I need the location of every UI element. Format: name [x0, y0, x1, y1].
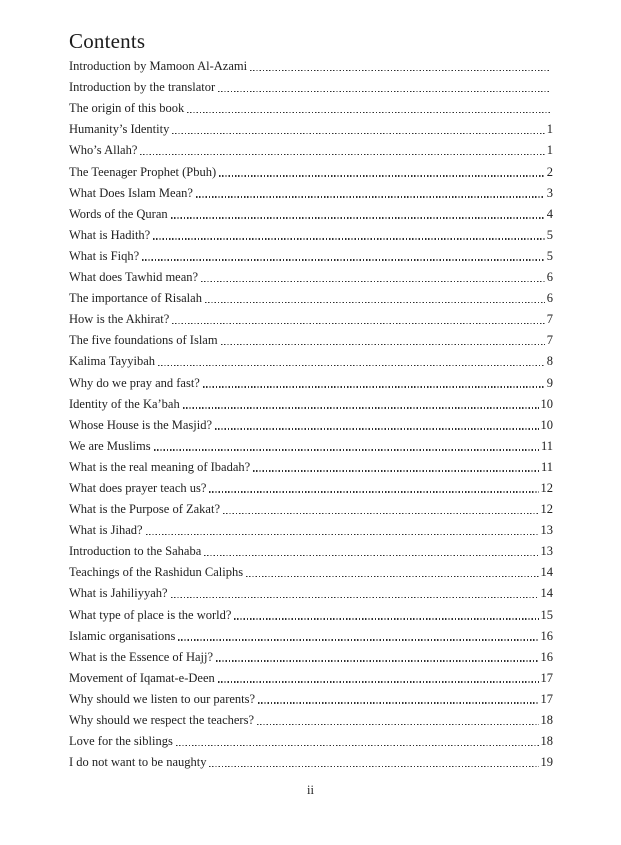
toc-entry-title: Movement of Iqamat-e-Deen	[69, 670, 215, 685]
toc-list	[69, 53, 553, 770]
toc-entry	[69, 53, 553, 74]
toc-page-number: 6	[546, 270, 553, 285]
toc-entry	[69, 601, 553, 622]
toc-page-number: 19	[540, 755, 553, 770]
toc-entry	[69, 201, 553, 222]
toc-entry	[69, 580, 553, 601]
page-title: Contents	[69, 29, 146, 53]
toc-page-number: 16	[540, 649, 553, 664]
toc-entry-title: Islamic organisations	[69, 628, 176, 643]
toc-page-number: 11	[540, 459, 553, 474]
toc-page-number: 1	[546, 143, 553, 158]
toc-leader-dots	[234, 618, 538, 620]
toc-leader-dots	[203, 386, 545, 388]
toc-page-number: 13	[540, 523, 553, 538]
toc-entry-title: What is the real meaning of Ibadah?	[69, 459, 251, 474]
toc-entry	[69, 728, 553, 749]
toc-page-number: 2	[546, 164, 553, 179]
toc-leader-dots	[140, 154, 544, 156]
toc-leader-dots	[172, 133, 544, 135]
toc-page-number: 6	[546, 291, 553, 306]
toc-entry	[69, 496, 553, 517]
toc-leader-dots	[178, 639, 538, 641]
toc-leader-dots	[209, 766, 538, 768]
toc-leader-dots	[250, 70, 551, 72]
toc-entry-title: What type of place is the world?	[69, 607, 232, 622]
toc-entry-title: We are Muslims	[69, 438, 151, 453]
toc-leader-dots	[215, 428, 538, 430]
toc-leader-dots	[209, 491, 538, 493]
toc-entry-title: How is the Akhirat?	[69, 312, 170, 327]
toc-entry-title: The origin of this book	[69, 101, 185, 116]
toc-entry	[69, 348, 553, 369]
toc-entry-title: I do not want to be naughty	[69, 755, 207, 770]
toc-page-number: 11	[540, 438, 553, 453]
toc-entry-title: Love for the siblings	[69, 734, 173, 749]
toc-entry	[69, 559, 553, 580]
toc-page-number: 15	[540, 607, 553, 622]
toc-entry-title: The Teenager Prophet (Pbuh)	[69, 164, 217, 179]
toc-entry-title: Why should we listen to our parents?	[69, 691, 256, 706]
toc-leader-dots	[205, 302, 545, 304]
toc-leader-dots	[223, 513, 539, 515]
toc-leader-dots	[171, 597, 539, 599]
toc-page-number: 5	[546, 227, 553, 242]
toc-page-number: 14	[540, 586, 553, 601]
toc-page-number: 3	[546, 185, 553, 200]
toc-entry-title: What is Jahiliyyah?	[69, 586, 168, 601]
toc-page-number: 10	[540, 396, 553, 411]
toc-entry	[69, 749, 553, 770]
toc-entry	[69, 222, 553, 243]
toc-page-number: 1	[546, 122, 553, 137]
toc-leader-dots	[142, 259, 545, 261]
toc-entry	[69, 264, 553, 285]
toc-entry	[69, 306, 553, 327]
toc-leader-dots	[146, 534, 539, 536]
toc-entry-title: Introduction by the translator	[69, 80, 216, 95]
toc-entry	[69, 391, 553, 412]
toc-leader-dots	[183, 407, 539, 409]
toc-entry-title: Who’s Allah?	[69, 143, 138, 158]
toc-page-number: 17	[540, 670, 553, 685]
toc-entry-title: Why should we respect the teachers?	[69, 713, 254, 727]
toc-page-number: 13	[540, 544, 553, 559]
toc-page-number: 4	[546, 206, 553, 221]
toc-leader-dots	[176, 745, 539, 747]
toc-leader-dots	[187, 112, 551, 114]
toc-page-number: 12	[540, 502, 553, 517]
toc-leader-dots	[154, 449, 539, 451]
toc-entry-title: What is Jihad?	[69, 523, 143, 538]
toc-entry-title: The five foundations of Islam	[69, 333, 218, 348]
toc-leader-dots	[218, 91, 551, 93]
toc-leader-dots	[172, 323, 544, 325]
toc-leader-dots	[196, 196, 545, 198]
footer-page-number: ii	[307, 783, 314, 797]
toc-entry	[69, 707, 553, 728]
toc-entry	[69, 137, 553, 158]
toc-entry	[69, 433, 553, 454]
toc-entry	[69, 623, 553, 644]
toc-entry-title: What is the Purpose of Zakat?	[69, 502, 220, 517]
toc-entry	[69, 686, 553, 707]
toc-entry	[69, 158, 553, 179]
toc-entry	[69, 369, 553, 390]
toc-leader-dots	[216, 660, 538, 662]
toc-leader-dots	[258, 702, 538, 704]
toc-leader-dots	[218, 681, 539, 683]
toc-page-number: 7	[546, 312, 553, 327]
toc-entry-title: Humanity’s Identity	[69, 122, 170, 137]
toc-leader-dots	[153, 238, 545, 240]
toc-entry	[69, 243, 553, 264]
toc-entry-title: Whose House is the Masjid?	[69, 417, 213, 432]
toc-entry	[69, 412, 553, 433]
toc-page-number: 8	[546, 354, 553, 369]
toc-page-number: 18	[540, 734, 553, 749]
toc-leader-dots	[219, 175, 545, 177]
toc-entry	[69, 116, 553, 137]
toc-entry	[69, 644, 553, 665]
toc-leader-dots	[246, 576, 538, 578]
toc-page-number: 16	[540, 628, 553, 643]
toc-page-number: 7	[546, 333, 553, 348]
toc-entry-title: Identity of the Ka’bah	[69, 396, 180, 411]
toc-leader-dots	[221, 344, 545, 346]
toc-entry	[69, 665, 553, 686]
toc-page-number: 18	[540, 713, 553, 727]
toc-entry	[69, 517, 553, 538]
toc-entry	[69, 538, 553, 559]
toc-leader-dots	[204, 555, 538, 557]
toc-entry-title: What is the Essence of Hajj?	[69, 649, 214, 664]
toc-entry	[69, 475, 553, 496]
toc-page-number: 12	[540, 480, 553, 495]
toc-entry	[69, 74, 553, 95]
toc-entry-title: Kalima Tayyibah	[69, 354, 156, 369]
toc-page-number: 10	[540, 417, 553, 432]
toc-page-number: 14	[540, 565, 553, 580]
toc-entry-title: What does prayer teach us?	[69, 480, 207, 495]
toc-leader-dots	[171, 217, 545, 219]
toc-entry-title: Why do we pray and fast?	[69, 375, 200, 390]
toc-entry-title: Introduction by Mamoon Al-Azami	[69, 59, 248, 74]
toc-entry	[69, 454, 553, 475]
toc-entry-title: What is Fiqh?	[69, 248, 140, 263]
toc-entry-title: What is Hadith?	[69, 227, 151, 242]
toc-page-number: 17	[540, 691, 553, 706]
toc-leader-dots	[201, 281, 545, 283]
toc-entry-title: What does Tawhid mean?	[69, 270, 199, 285]
toc-entry	[69, 95, 553, 116]
toc-entry	[69, 285, 553, 306]
toc-entry-title: Introduction to the Sahaba	[69, 544, 202, 559]
toc-page-number: 5	[546, 248, 553, 263]
toc-entry-title: What Does Islam Mean?	[69, 185, 193, 200]
toc-leader-dots	[253, 470, 539, 472]
toc-leader-dots	[257, 724, 539, 726]
toc-entry-title: The importance of Risalah	[69, 291, 202, 306]
toc-entry-title: Teachings of the Rashidun Caliphs	[69, 565, 244, 580]
toc-leader-dots	[158, 365, 545, 367]
toc-entry-title: Words of the Quran	[69, 206, 168, 221]
toc-entry	[69, 327, 553, 348]
toc-page-number: 9	[546, 375, 553, 390]
toc-entry	[69, 180, 553, 201]
